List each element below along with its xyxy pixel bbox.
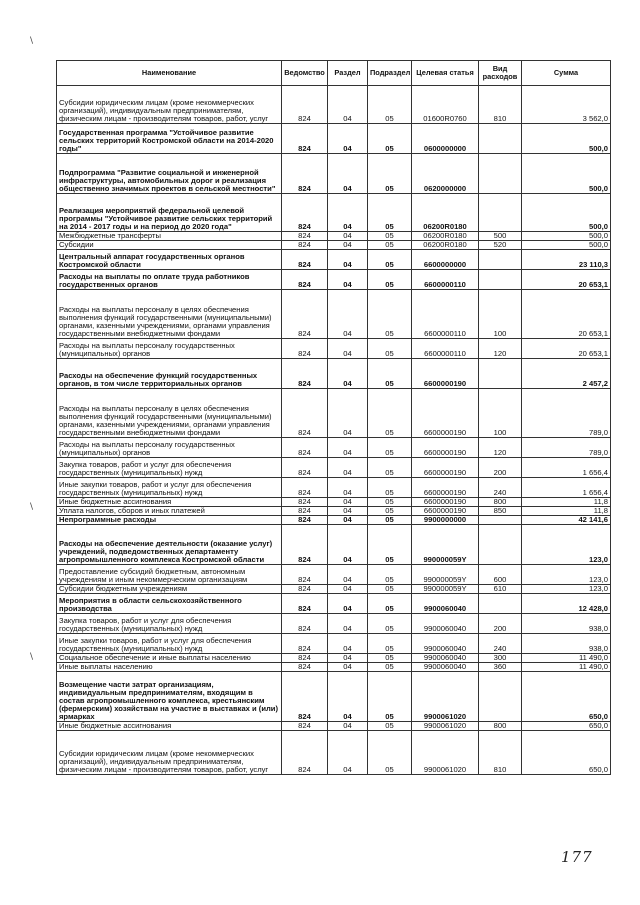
cell-summa: 500,0: [522, 154, 611, 194]
table-row: [57, 438, 611, 458]
table-row: [57, 663, 611, 672]
cell-vid-raskhodov: [479, 270, 522, 290]
cell-vedomstvo: 824: [282, 663, 328, 672]
cell-vid-raskhodov: 610: [479, 585, 522, 594]
cell-vid-raskhodov: 520: [479, 241, 522, 250]
cell-podrazdel: 05: [368, 525, 412, 565]
cell-podrazdel: 05: [368, 478, 412, 498]
cell-podrazdel: 05: [368, 594, 412, 614]
cell-name: Расходы на выплаты персоналу государственных (муниципальных) органов: [57, 339, 282, 359]
cell-summa: 500,0: [522, 232, 611, 241]
cell-razdel: 04: [328, 241, 368, 250]
cell-name: Закупка товаров, работ и услуг для обеспечения государственных (муниципальных) нужд: [57, 458, 282, 478]
cell-vid-raskhodov: 600: [479, 565, 522, 585]
cell-razdel: 04: [328, 565, 368, 585]
cell-vedomstvo: 824: [282, 270, 328, 290]
cell-vedomstvo: 824: [282, 250, 328, 270]
table-row: [57, 498, 611, 507]
cell-summa: 23 110,3: [522, 250, 611, 270]
cell-tselevaya-statya: 6600000190: [412, 498, 479, 507]
cell-summa: 3 562,0: [522, 86, 611, 124]
cell-podrazdel: 05: [368, 458, 412, 478]
cell-podrazdel: 05: [368, 389, 412, 438]
cell-tselevaya-statya: 9900061020: [412, 672, 479, 722]
header-summa: Сумма: [522, 61, 611, 86]
cell-vedomstvo: 824: [282, 614, 328, 634]
cell-vedomstvo: 824: [282, 438, 328, 458]
cell-vid-raskhodov: 810: [479, 86, 522, 124]
table-row: [57, 270, 611, 290]
cell-vid-raskhodov: 500: [479, 232, 522, 241]
cell-vedomstvo: 824: [282, 731, 328, 775]
table-row: [57, 565, 611, 585]
cell-name: Иные закупки товаров, работ и услуг для обеспечения государственных (муниципальных) нужд: [57, 478, 282, 498]
cell-podrazdel: 05: [368, 194, 412, 232]
header-razdel: Раздел: [328, 61, 368, 86]
cell-tselevaya-statya: 6600000110: [412, 339, 479, 359]
handwritten-page-number: 177: [561, 848, 593, 866]
cell-podrazdel: 05: [368, 270, 412, 290]
cell-razdel: 04: [328, 194, 368, 232]
cell-tselevaya-statya: 6600000190: [412, 389, 479, 438]
cell-vid-raskhodov: 300: [479, 654, 522, 663]
cell-name: Подпрограмма "Развитие социальной и инженерной инфраструктуры, автомобильных дорог и реализация общественно значимых проектов в сельской местности": [57, 154, 282, 194]
cell-razdel: 04: [328, 359, 368, 389]
cell-summa: 1 656,4: [522, 478, 611, 498]
cell-razdel: 04: [328, 270, 368, 290]
cell-tselevaya-statya: 06200R0180: [412, 232, 479, 241]
header-name: Наименование: [57, 61, 282, 86]
cell-tselevaya-statya: 9900060040: [412, 663, 479, 672]
cell-name: Иные закупки товаров, работ и услуг для обеспечения государственных (муниципальных) нужд: [57, 634, 282, 654]
cell-vedomstvo: 824: [282, 241, 328, 250]
cell-summa: 42 141,6: [522, 516, 611, 525]
cell-razdel: 04: [328, 594, 368, 614]
cell-razdel: 04: [328, 498, 368, 507]
cell-summa: 2 457,2: [522, 359, 611, 389]
scan-mark: \: [30, 652, 34, 662]
table-row: [57, 585, 611, 594]
cell-razdel: 04: [328, 232, 368, 241]
cell-podrazdel: 05: [368, 124, 412, 154]
table-row: [57, 654, 611, 663]
cell-tselevaya-statya: 6600000000: [412, 250, 479, 270]
cell-tselevaya-statya: 9900000000: [412, 516, 479, 525]
cell-razdel: 04: [328, 654, 368, 663]
cell-tselevaya-statya: 9900061020: [412, 722, 479, 731]
cell-name: Реализация мероприятий федеральной целевой программы "Устойчивое развитие сельских территорий на 2014 - 2017 годы и на период до 2020 года": [57, 194, 282, 232]
cell-tselevaya-statya: 9900061020: [412, 731, 479, 775]
cell-tselevaya-statya: 9900060040: [412, 634, 479, 654]
cell-summa: 123,0: [522, 565, 611, 585]
cell-summa: 20 653,1: [522, 339, 611, 359]
cell-tselevaya-statya: 9900060040: [412, 614, 479, 634]
budget-table: [56, 60, 611, 775]
cell-name: Иные бюджетные ассигнования: [57, 722, 282, 731]
scan-mark: \: [30, 36, 34, 46]
cell-tselevaya-statya: 6600000190: [412, 438, 479, 458]
cell-razdel: 04: [328, 585, 368, 594]
cell-podrazdel: 05: [368, 731, 412, 775]
table-body: [57, 86, 611, 775]
cell-name: Уплата налогов, сборов и иных платежей: [57, 507, 282, 516]
cell-name: Расходы на обеспечение функций государственных органов, в том числе территориальных органов: [57, 359, 282, 389]
cell-name: Субсидии юридическим лицам (кроме некоммерческих организаций), индивидуальным предпринимателям, физическим лицам - производителям товаров, работ, услуг: [57, 86, 282, 124]
cell-vid-raskhodov: 360: [479, 663, 522, 672]
cell-vedomstvo: 824: [282, 458, 328, 478]
cell-razdel: 04: [328, 290, 368, 339]
cell-vedomstvo: 824: [282, 478, 328, 498]
cell-vid-raskhodov: 800: [479, 722, 522, 731]
cell-razdel: 04: [328, 525, 368, 565]
cell-summa: 789,0: [522, 438, 611, 458]
cell-podrazdel: 05: [368, 654, 412, 663]
cell-podrazdel: 05: [368, 516, 412, 525]
cell-vid-raskhodov: [479, 194, 522, 232]
cell-razdel: 04: [328, 438, 368, 458]
cell-tselevaya-statya: 6600000190: [412, 478, 479, 498]
cell-podrazdel: 05: [368, 498, 412, 507]
cell-summa: 650,0: [522, 722, 611, 731]
header-tselevaya-statya: Целевая статья: [412, 61, 479, 86]
cell-vid-raskhodov: [479, 672, 522, 722]
table-row: [57, 672, 611, 722]
cell-razdel: 04: [328, 124, 368, 154]
table-row: [57, 458, 611, 478]
cell-vedomstvo: 824: [282, 389, 328, 438]
cell-razdel: 04: [328, 516, 368, 525]
cell-razdel: 04: [328, 663, 368, 672]
cell-podrazdel: 05: [368, 339, 412, 359]
cell-vedomstvo: 824: [282, 154, 328, 194]
cell-name: Предоставление субсидий бюджетным, автономным учреждениям и иным некоммерческим организациям: [57, 565, 282, 585]
cell-tselevaya-statya: 6600000190: [412, 359, 479, 389]
cell-razdel: 04: [328, 722, 368, 731]
table-row: [57, 290, 611, 339]
cell-razdel: 04: [328, 250, 368, 270]
cell-name: Межбюджетные трансферты: [57, 232, 282, 241]
cell-summa: 123,0: [522, 525, 611, 565]
header-vedomstvo: Ведомство: [282, 61, 328, 86]
cell-podrazdel: 05: [368, 250, 412, 270]
cell-name: Расходы на выплаты по оплате труда работников государственных органов: [57, 270, 282, 290]
cell-vedomstvo: 824: [282, 359, 328, 389]
cell-name: Субсидии юридическим лицам (кроме некоммерческих организаций), индивидуальным предпринимателям, физическим лицам - производителям товаров, работ, услуг: [57, 731, 282, 775]
table-row: [57, 634, 611, 654]
cell-name: Закупка товаров, работ и услуг для обеспечения государственных (муниципальных) нужд: [57, 614, 282, 634]
table-row: [57, 86, 611, 124]
cell-razdel: 04: [328, 339, 368, 359]
cell-summa: 20 653,1: [522, 270, 611, 290]
cell-razdel: 04: [328, 86, 368, 124]
cell-podrazdel: 05: [368, 663, 412, 672]
cell-summa: 500,0: [522, 124, 611, 154]
cell-vedomstvo: 824: [282, 516, 328, 525]
cell-vid-raskhodov: [479, 154, 522, 194]
cell-tselevaya-statya: 6600000190: [412, 458, 479, 478]
cell-vedomstvo: 824: [282, 722, 328, 731]
cell-summa: 11,8: [522, 498, 611, 507]
cell-tselevaya-statya: 0600000000: [412, 124, 479, 154]
cell-summa: 938,0: [522, 634, 611, 654]
cell-summa: 11 490,0: [522, 663, 611, 672]
cell-razdel: 04: [328, 672, 368, 722]
cell-summa: 11,8: [522, 507, 611, 516]
cell-summa: 500,0: [522, 194, 611, 232]
cell-podrazdel: 05: [368, 154, 412, 194]
cell-name: Социальное обеспечение и иные выплаты населению: [57, 654, 282, 663]
cell-name: Мероприятия в области сельскохозяйственного производства: [57, 594, 282, 614]
cell-vedomstvo: 824: [282, 339, 328, 359]
cell-tselevaya-statya: 6600000110: [412, 270, 479, 290]
cell-vid-raskhodov: [479, 359, 522, 389]
cell-vid-raskhodov: 240: [479, 478, 522, 498]
cell-podrazdel: 05: [368, 86, 412, 124]
cell-vedomstvo: 824: [282, 232, 328, 241]
cell-name: Субсидии бюджетным учреждениям: [57, 585, 282, 594]
cell-summa: 650,0: [522, 731, 611, 775]
cell-summa: 650,0: [522, 672, 611, 722]
cell-podrazdel: 05: [368, 438, 412, 458]
cell-summa: 789,0: [522, 389, 611, 438]
cell-vid-raskhodov: 200: [479, 614, 522, 634]
cell-vid-raskhodov: 100: [479, 389, 522, 438]
cell-name: Непрограммные расходы: [57, 516, 282, 525]
table-row: [57, 250, 611, 270]
cell-vedomstvo: 824: [282, 565, 328, 585]
table-row: [57, 516, 611, 525]
cell-name: Возмещение части затрат организациям, индивидуальным предпринимателям, входящим в состав агропромышленного комплекса, крестьянским (фермерским) хозяйствам на участие в выставках и (или) ярмарках: [57, 672, 282, 722]
cell-vedomstvo: 824: [282, 194, 328, 232]
cell-razdel: 04: [328, 154, 368, 194]
cell-podrazdel: 05: [368, 672, 412, 722]
table-row: [57, 194, 611, 232]
table-row: [57, 614, 611, 634]
cell-summa: 12 428,0: [522, 594, 611, 614]
cell-name: Центральный аппарат государственных органов Костромской области: [57, 250, 282, 270]
cell-tselevaya-statya: 990000059Y: [412, 525, 479, 565]
table-row: [57, 154, 611, 194]
cell-razdel: 04: [328, 458, 368, 478]
cell-vid-raskhodov: 240: [479, 634, 522, 654]
table-row: [57, 124, 611, 154]
table-row: [57, 478, 611, 498]
cell-tselevaya-statya: 6600000190: [412, 507, 479, 516]
cell-podrazdel: 05: [368, 634, 412, 654]
cell-vid-raskhodov: [479, 124, 522, 154]
cell-summa: 123,0: [522, 585, 611, 594]
cell-tselevaya-statya: 06200R0180: [412, 194, 479, 232]
table-row: [57, 525, 611, 565]
cell-name: Расходы на обеспечение деятельности (оказание услуг) учреждений, подведомственных департаменту агропромышленного комплекса Костромской области: [57, 525, 282, 565]
cell-podrazdel: 05: [368, 359, 412, 389]
cell-razdel: 04: [328, 507, 368, 516]
cell-podrazdel: 05: [368, 232, 412, 241]
cell-tselevaya-statya: 9900060040: [412, 594, 479, 614]
cell-vedomstvo: 824: [282, 672, 328, 722]
cell-razdel: 04: [328, 478, 368, 498]
cell-summa: 11 490,0: [522, 654, 611, 663]
table-row: [57, 731, 611, 775]
table-header-row: [57, 61, 611, 86]
cell-tselevaya-statya: 0620000000: [412, 154, 479, 194]
cell-tselevaya-statya: 990000059Y: [412, 585, 479, 594]
table-row: [57, 389, 611, 438]
scan-mark: \: [30, 502, 34, 512]
cell-vid-raskhodov: 100: [479, 290, 522, 339]
cell-tselevaya-statya: 6600000110: [412, 290, 479, 339]
cell-name: Иные выплаты населению: [57, 663, 282, 672]
cell-vedomstvo: 824: [282, 634, 328, 654]
cell-razdel: 04: [328, 614, 368, 634]
cell-vid-raskhodov: 800: [479, 498, 522, 507]
cell-name: Субсидии: [57, 241, 282, 250]
cell-summa: 938,0: [522, 614, 611, 634]
cell-podrazdel: 05: [368, 585, 412, 594]
cell-tselevaya-statya: 9900060040: [412, 654, 479, 663]
table-row: [57, 594, 611, 614]
table-row: [57, 722, 611, 731]
cell-vedomstvo: 824: [282, 124, 328, 154]
cell-vedomstvo: 824: [282, 585, 328, 594]
cell-name: Государственная программа "Устойчивое развитие сельских территорий Костромской области на 2014-2020 годы": [57, 124, 282, 154]
table-row: [57, 339, 611, 359]
cell-name: Расходы на выплаты персоналу в целях обеспечения выполнения функций государственными (муниципальными) органами, казенными учреждениями, органами управления государственными внебюджетными фондами: [57, 389, 282, 438]
cell-vedomstvo: 824: [282, 654, 328, 663]
cell-vedomstvo: 824: [282, 498, 328, 507]
cell-name: Иные бюджетные ассигнования: [57, 498, 282, 507]
cell-tselevaya-statya: 06200R0180: [412, 241, 479, 250]
cell-vedomstvo: 824: [282, 594, 328, 614]
cell-summa: 500,0: [522, 241, 611, 250]
cell-vid-raskhodov: [479, 516, 522, 525]
table-row: [57, 507, 611, 516]
table-row: [57, 232, 611, 241]
cell-vedomstvo: 824: [282, 86, 328, 124]
cell-tselevaya-statya: 990000059Y: [412, 565, 479, 585]
cell-vedomstvo: 824: [282, 290, 328, 339]
cell-vid-raskhodov: 200: [479, 458, 522, 478]
cell-tselevaya-statya: 01600R0760: [412, 86, 479, 124]
cell-name: Расходы на выплаты персоналу государственных (муниципальных) органов: [57, 438, 282, 458]
table-row: [57, 241, 611, 250]
cell-summa: 1 656,4: [522, 458, 611, 478]
cell-razdel: 04: [328, 634, 368, 654]
cell-podrazdel: 05: [368, 614, 412, 634]
cell-podrazdel: 05: [368, 241, 412, 250]
cell-vid-raskhodov: 810: [479, 731, 522, 775]
cell-vid-raskhodov: [479, 250, 522, 270]
cell-vid-raskhodov: 120: [479, 438, 522, 458]
cell-vid-raskhodov: 120: [479, 339, 522, 359]
cell-vedomstvo: 824: [282, 507, 328, 516]
header-vid-raskhodov: Вид расходов: [479, 61, 522, 86]
header-podrazdel: Подраздел: [368, 61, 412, 86]
cell-podrazdel: 05: [368, 290, 412, 339]
cell-razdel: 04: [328, 731, 368, 775]
cell-podrazdel: 05: [368, 565, 412, 585]
cell-vid-raskhodov: 850: [479, 507, 522, 516]
cell-podrazdel: 05: [368, 722, 412, 731]
cell-razdel: 04: [328, 389, 368, 438]
cell-vedomstvo: 824: [282, 525, 328, 565]
table-row: [57, 359, 611, 389]
cell-podrazdel: 05: [368, 507, 412, 516]
cell-vid-raskhodov: [479, 525, 522, 565]
cell-name: Расходы на выплаты персоналу в целях обеспечения выполнения функций государственными (муниципальными) органами, казенными учреждениями, органами управления государственными внебюджетными фондами: [57, 290, 282, 339]
cell-summa: 20 653,1: [522, 290, 611, 339]
cell-vid-raskhodov: [479, 594, 522, 614]
